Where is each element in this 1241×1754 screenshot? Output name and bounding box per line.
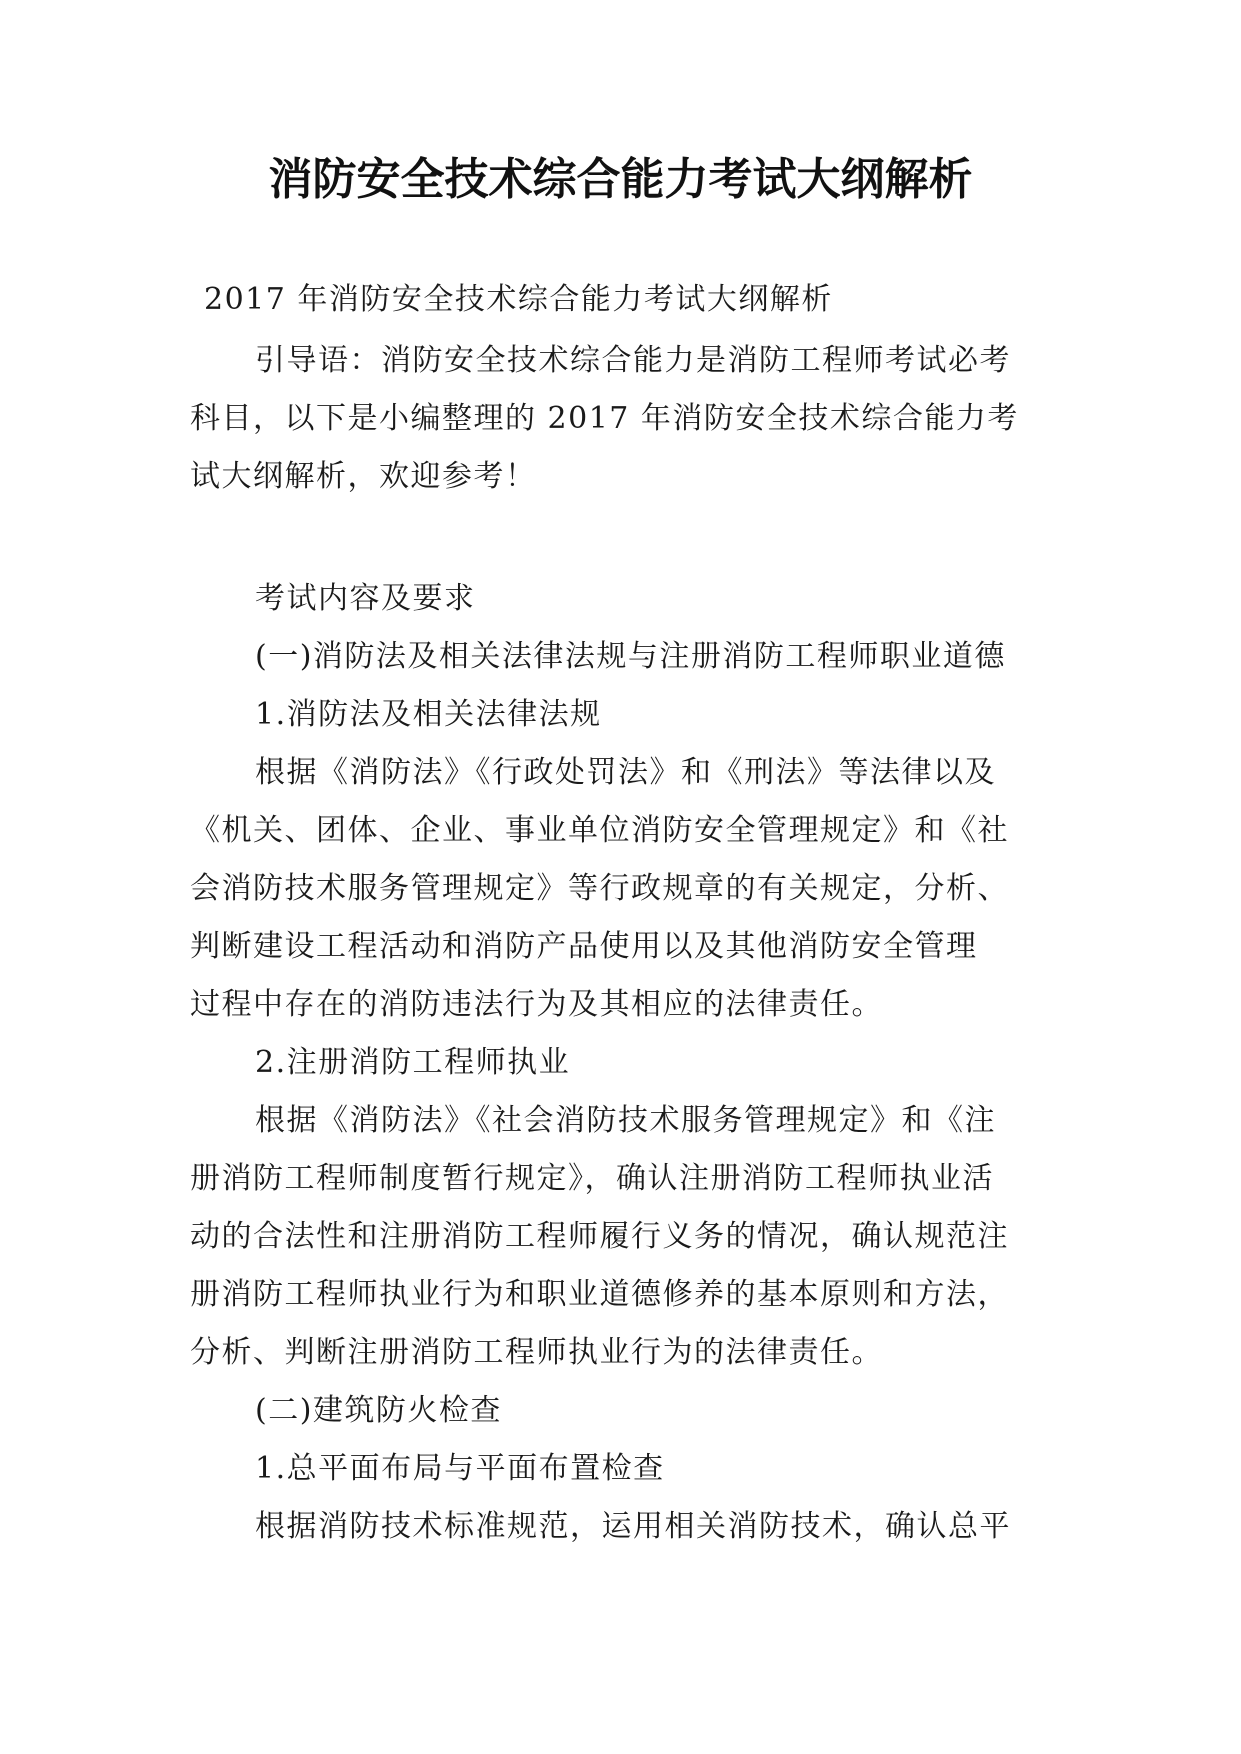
- paragraph-line: 会消防技术服务管理规定》等行政规章的有关规定，分析、: [190, 871, 1009, 906]
- paragraph-line: 引导语：消防安全技术综合能力是消防工程师考试必考: [255, 343, 1011, 378]
- paragraph-line: 根据消防技术标准规范，运用相关消防技术，确认总平: [255, 1509, 1011, 1544]
- paragraph-line: 试大纲解析，欢迎参考！: [190, 459, 537, 494]
- section-heading: 考试内容及要求: [255, 581, 476, 616]
- document-subtitle: 2017 年消防安全技术综合能力考试大纲解析: [204, 282, 833, 317]
- paragraph-line: 册消防工程师执业行为和职业道德修养的基本原则和方法，: [190, 1277, 1009, 1312]
- section-heading: (二)建筑防火检查: [255, 1393, 502, 1428]
- subsection-heading: 1.总平面布局与平面布置检查: [255, 1451, 665, 1486]
- subsection-heading: 2.注册消防工程师执业: [255, 1045, 571, 1080]
- section-heading: (一)消防法及相关法律法规与注册消防工程师职业道德: [255, 639, 1006, 674]
- paragraph-line: 册消防工程师制度暂行规定》，确认注册消防工程师执业活: [190, 1161, 994, 1196]
- paragraph-line: 根据《消防法》《行政处罚法》和《刑法》等法律以及: [255, 755, 996, 790]
- paragraph-line: 《机关、团体、企业、事业单位消防安全管理规定》和《社: [190, 813, 1009, 848]
- paragraph-line: 科目，以下是小编整理的 2017 年消防安全技术综合能力考: [190, 401, 1019, 436]
- paragraph-line: 分析、判断注册消防工程师执业行为的法律责任。: [190, 1335, 883, 1370]
- paragraph-line: 根据《消防法》《社会消防技术服务管理规定》和《注: [255, 1103, 996, 1138]
- document-title: 消防安全技术综合能力考试大纲解析: [268, 154, 973, 205]
- paragraph-line: 动的合法性和注册消防工程师履行义务的情况，确认规范注: [190, 1219, 1009, 1254]
- paragraph-line: 过程中存在的消防违法行为及其相应的法律责任。: [190, 987, 883, 1022]
- paragraph-line: 判断建设工程活动和消防产品使用以及其他消防安全管理: [190, 929, 978, 964]
- subsection-heading: 1.消防法及相关法律法规: [255, 697, 602, 732]
